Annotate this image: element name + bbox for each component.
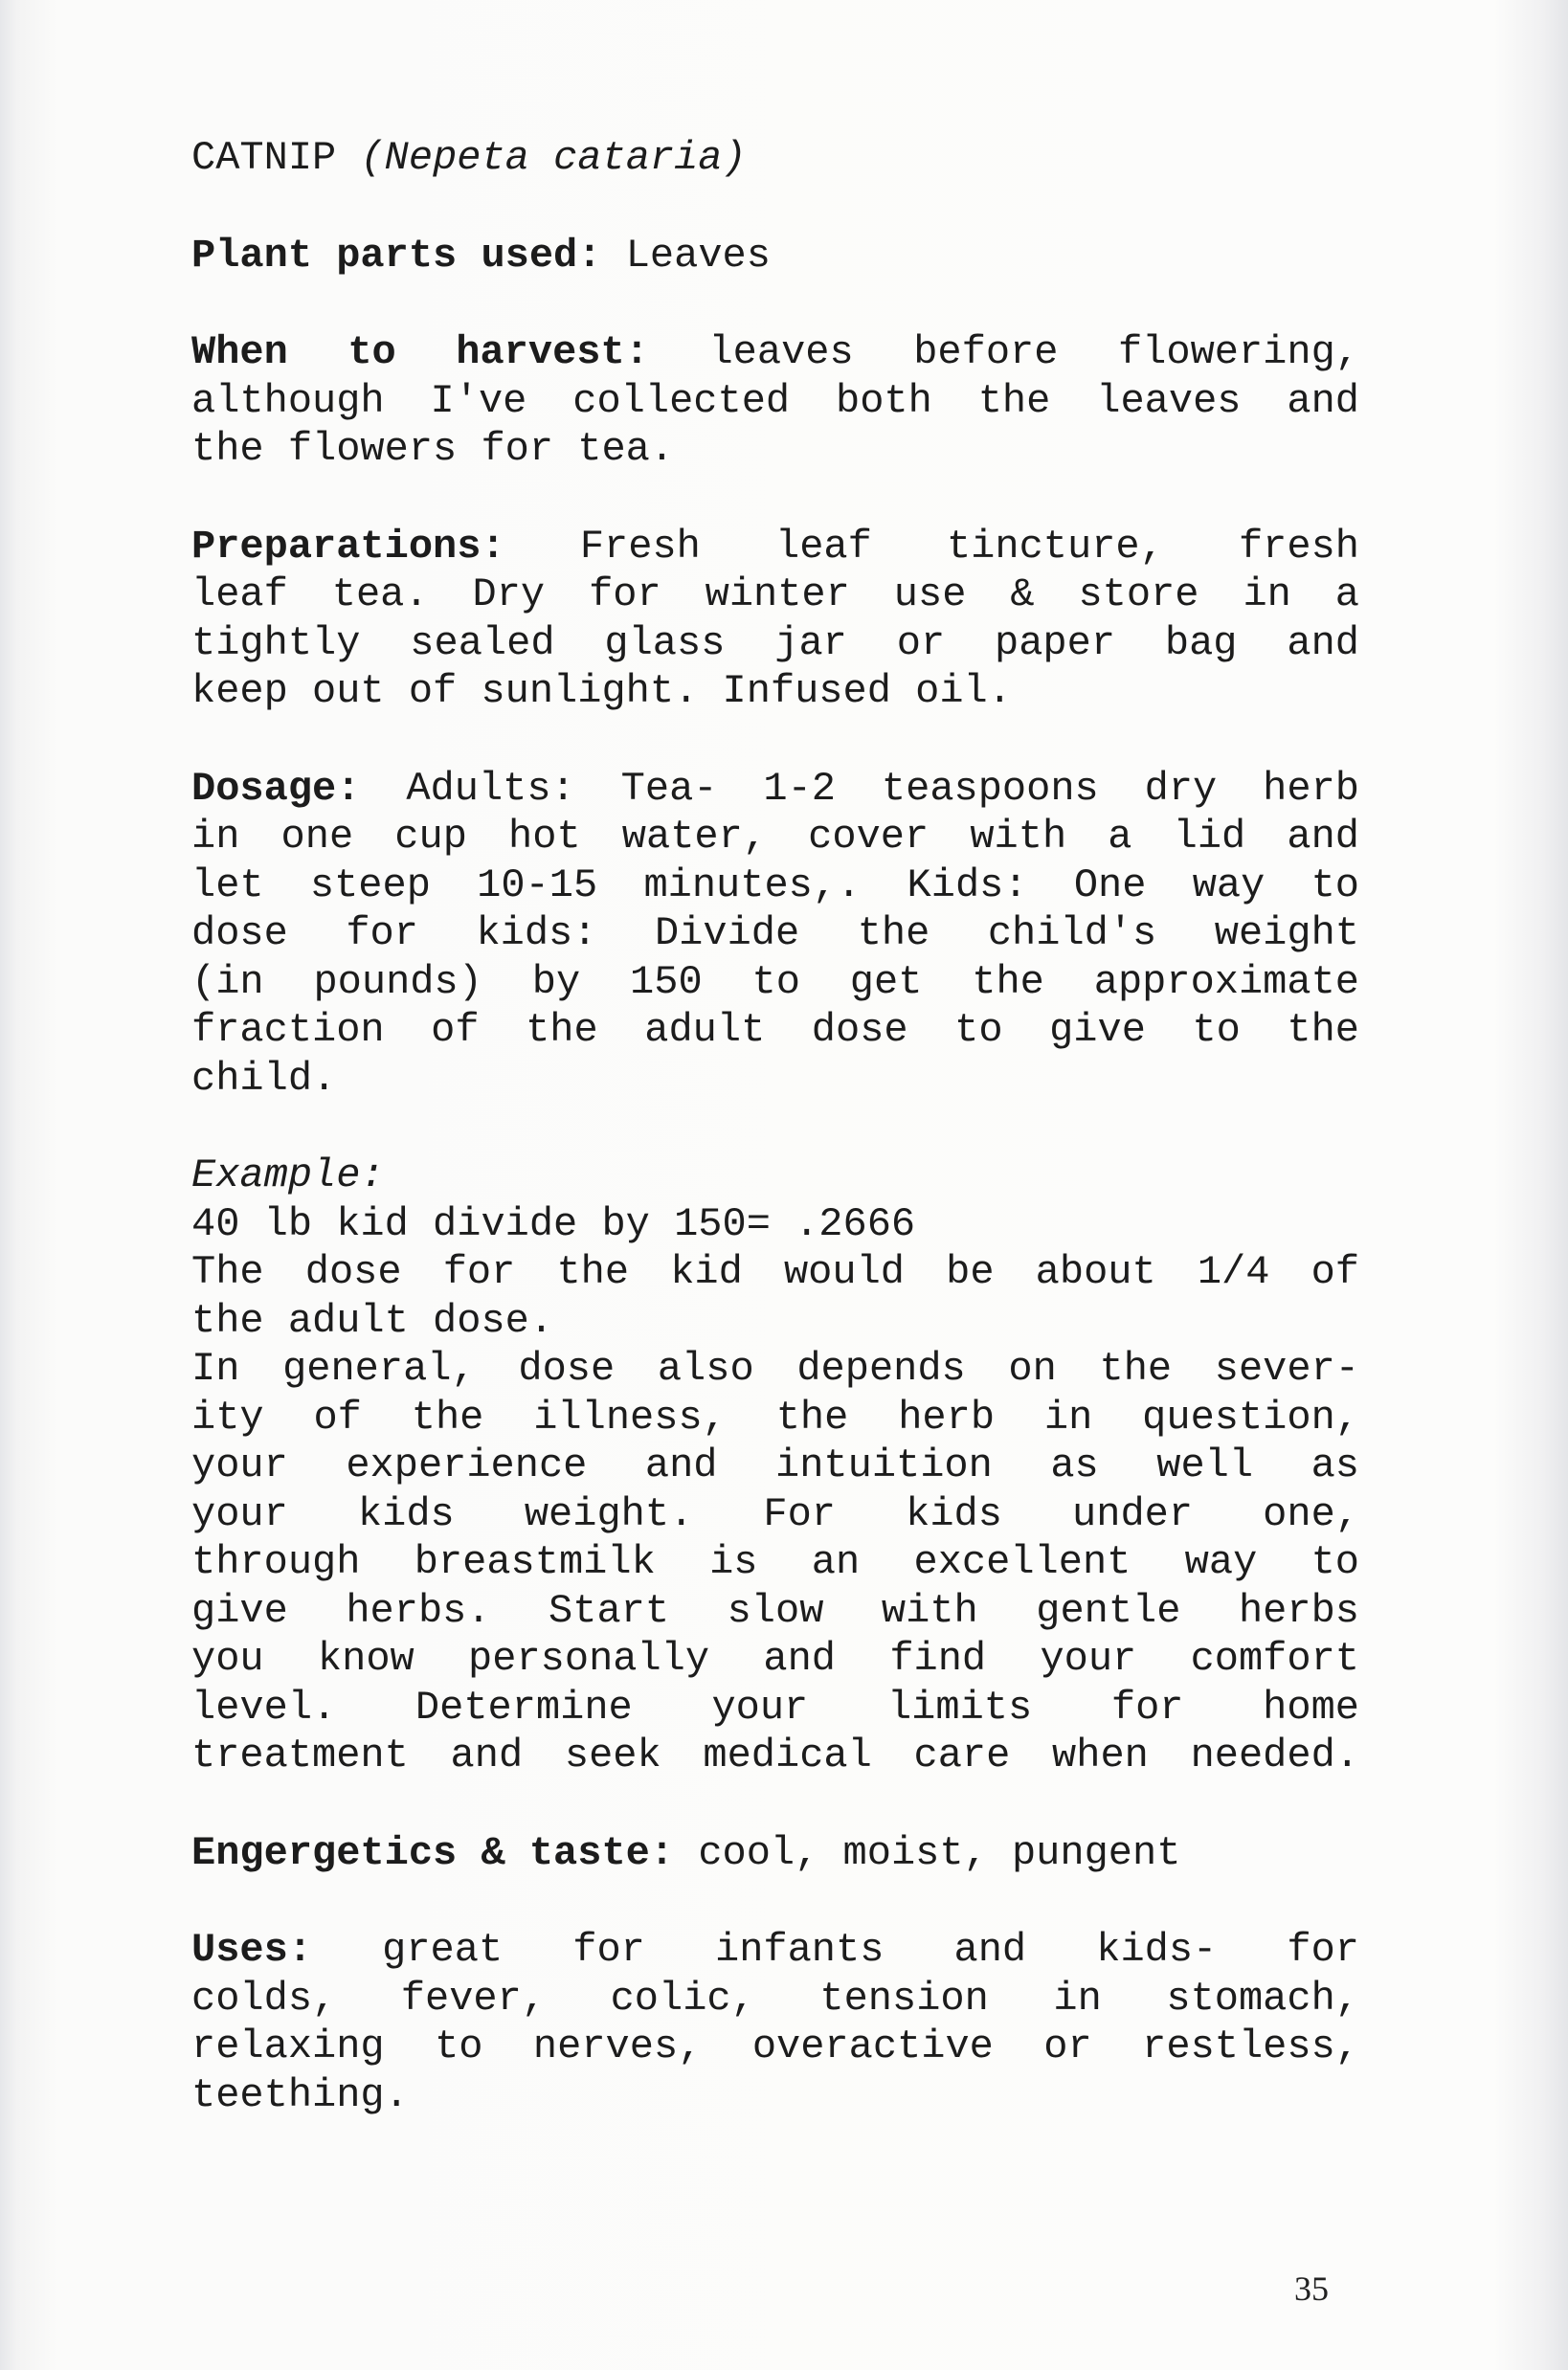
plant-parts-line — [191, 232, 1359, 280]
example-line-5: ity of the illness, the herb in question, — [191, 1394, 1359, 1441]
dosage-line-4: dose for kids: Divide the child's weight — [191, 910, 1359, 956]
harvest-section — [191, 328, 1359, 474]
dosage-line-3: let steep 10-15 minutes,. Kids: One way to — [191, 861, 1359, 908]
uses-line-3: relaxing to nerves, overactive or restless, — [191, 2023, 1359, 2069]
example-line-1: 40 lb kid divide by 150= .2666 — [191, 1200, 916, 1247]
uses-line-4: teething. — [191, 2071, 409, 2118]
example-line-3: the adult dose. — [191, 1297, 554, 1344]
example-line-9: give herbs. Start slow with gentle herbs — [191, 1587, 1359, 1634]
harvest-line-1 — [191, 328, 1359, 377]
latin-name: (Nepeta cataria) — [360, 135, 747, 181]
dosage-line-2: in one cup hot water, cover with a lid and — [191, 814, 1359, 860]
page-title — [191, 134, 1359, 183]
dosage-label: Dosage: — [191, 765, 361, 812]
harvest-text-1: leaves before flowering, — [708, 329, 1359, 375]
plant-parts-value: Leaves — [625, 232, 771, 279]
dosage-section — [191, 765, 1359, 1104]
uses-label: Uses: — [191, 1927, 313, 1973]
plant-parts-section — [191, 232, 1359, 280]
plant-parts-label: Plant parts used: — [191, 232, 602, 279]
example-section — [191, 1151, 1359, 1780]
dosage-line-6: fraction of the adult dose to give to the — [191, 1007, 1359, 1053]
dosage-text-1: Adults: Tea- 1-2 teaspoons dry herb — [406, 765, 1359, 812]
harvest-line-3: the flowers for tea. — [191, 426, 675, 472]
dosage-line-5: (in pounds) by 150 to get the approximate — [191, 958, 1359, 1005]
energetics-label: Engergetics & taste: — [191, 1829, 675, 1876]
energetics-value: cool, moist, pungent — [698, 1829, 1181, 1876]
herb-name: CATNIP — [191, 135, 337, 181]
example-label: Example: — [191, 1152, 385, 1198]
preparations-text-1: Fresh leaf tincture, fresh — [579, 523, 1359, 570]
energetics-line — [191, 1829, 1359, 1878]
dosage-line-7: child. — [191, 1055, 337, 1102]
example-line-12: treatment and seek medical care when needed. — [191, 1733, 1359, 1778]
example-line-11: level. Determine your limits for home — [191, 1684, 1359, 1731]
preparations-line-2: leaf tea. Dry for winter use & store in a — [191, 571, 1359, 617]
dosage-line-1 — [191, 765, 1359, 814]
preparations-section — [191, 523, 1359, 716]
preparations-line-1 — [191, 523, 1359, 571]
preparations-line-4: keep out of sunlight. Infused oil. — [191, 668, 1012, 714]
title-section — [191, 134, 1359, 183]
example-line-4: In general, dose also depends on the sever- — [191, 1346, 1359, 1392]
uses-text-1: great for infants and kids- for — [382, 1927, 1359, 1973]
energetics-section — [191, 1829, 1359, 1878]
example-line-6: your experience and intuition as well as — [191, 1442, 1359, 1488]
page-content — [191, 134, 1359, 2119]
uses-line-1 — [191, 1926, 1359, 1975]
page-number: 35 — [1294, 2269, 1329, 2308]
uses-section — [191, 1926, 1359, 2119]
uses-line-2: colds, fever, colic, tension in stomach, — [191, 1975, 1359, 2022]
preparations-line-3: tightly sealed glass jar or paper bag and — [191, 619, 1359, 666]
example-line-2: The dose for the kid would be about 1/4 of — [191, 1249, 1359, 1295]
example-line-7: your kids weight. For kids under one, — [191, 1490, 1359, 1537]
harvest-label: When to harvest: — [191, 329, 649, 375]
harvest-line-2: although I've collected both the leaves and — [191, 377, 1359, 424]
example-line-10: you know personally and find your comfort — [191, 1636, 1359, 1682]
preparations-label: Preparations: — [191, 523, 505, 570]
example-line-8: through breastmilk is an excellent way to — [191, 1539, 1359, 1585]
